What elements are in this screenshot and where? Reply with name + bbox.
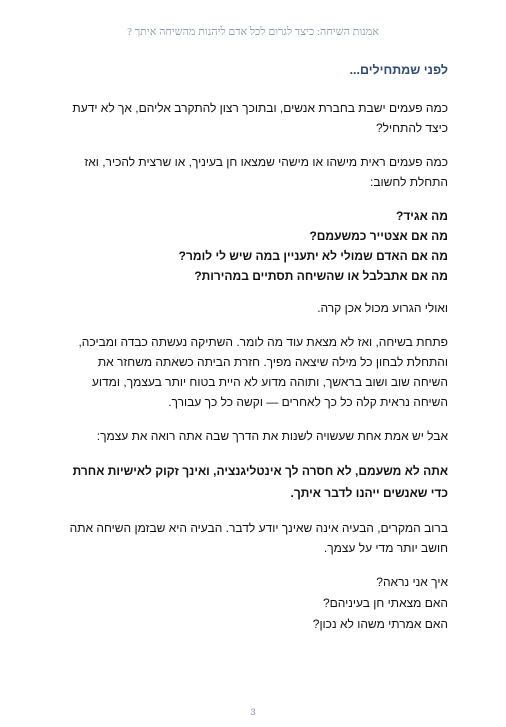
paragraph-7: ברוב המקרים, הבעיה אינה שאינך יודע לדבר. הבעיה היא שבזמן השיחה אתה חושב יותר מדי על עצמך. bbox=[69, 521, 448, 555]
paragraph-4: פתחת בשיחה, ואז לא מצאת עוד מה לומר. השתיקה נעשתה כבדה ומביכה, והתחלת לבחון כל מילה שיצאה מפיך. חזרת הביתה כשאתה משחזר את השיחה שוב ושוב בראשך, ותוהה מדוע לא היית בטוח יותר בעצמך, ומדוע השיחה נראית קלה כל כך לאחרים — וקשה כל כך עבורך. bbox=[78, 335, 448, 409]
paragraph-6-bold: אתה לא משעמם, לא חסרה לך אינטליגנציה, ואינך זקוק לאישיות אחרת כדי שאנשים ייהנו לדבר איתך. bbox=[72, 464, 448, 500]
closing-question-item: איך אני נראה? bbox=[376, 575, 448, 589]
question-item: מה אם אתבלבל או שהשיחה תסתיים במהירות? bbox=[194, 269, 448, 283]
question-item: מה אגיד? bbox=[395, 209, 448, 223]
paragraph-2: כמה פעמים ראית מישהו או מישהי שמצאו חן בעיניך, או שרצית להכיר, ואז התחלת לחשוב: bbox=[84, 155, 448, 189]
section-heading: לפני שמתחילים... bbox=[349, 63, 448, 77]
paragraph-1: כמה פעמים ישבת בחברת אנשים, ובתוכך רצון להתקרב אליהם, אך לא ידעת כיצד להתחיל? bbox=[72, 101, 448, 135]
page-content bbox=[60, 60, 448, 635]
page-number: 3 bbox=[250, 707, 256, 717]
running-header: אמנות השיחה: כיצד לגרום לכל אדם ליהנות מהשיחה איתך ? bbox=[127, 26, 379, 38]
closing-question-item: האם אמרתי משהו לא נכון? bbox=[312, 617, 448, 631]
paragraph-5: אבל יש אמת אחת שעשויה לשנות את הדרך שבה אתה רואה את עצמך: bbox=[96, 429, 448, 443]
paragraph-3: ואולי הגרוע מכול אכן קרה. bbox=[317, 301, 448, 315]
question-item: מה אם האדם שמולי לא יתעניין במה שיש לי לומר? bbox=[178, 249, 448, 263]
closing-question-list bbox=[60, 572, 448, 635]
question-item: מה אם אצטייר כמשעמם? bbox=[309, 229, 448, 243]
closing-question-item: האם מצאתי חן בעיניהם? bbox=[322, 596, 448, 610]
question-list bbox=[60, 206, 448, 286]
